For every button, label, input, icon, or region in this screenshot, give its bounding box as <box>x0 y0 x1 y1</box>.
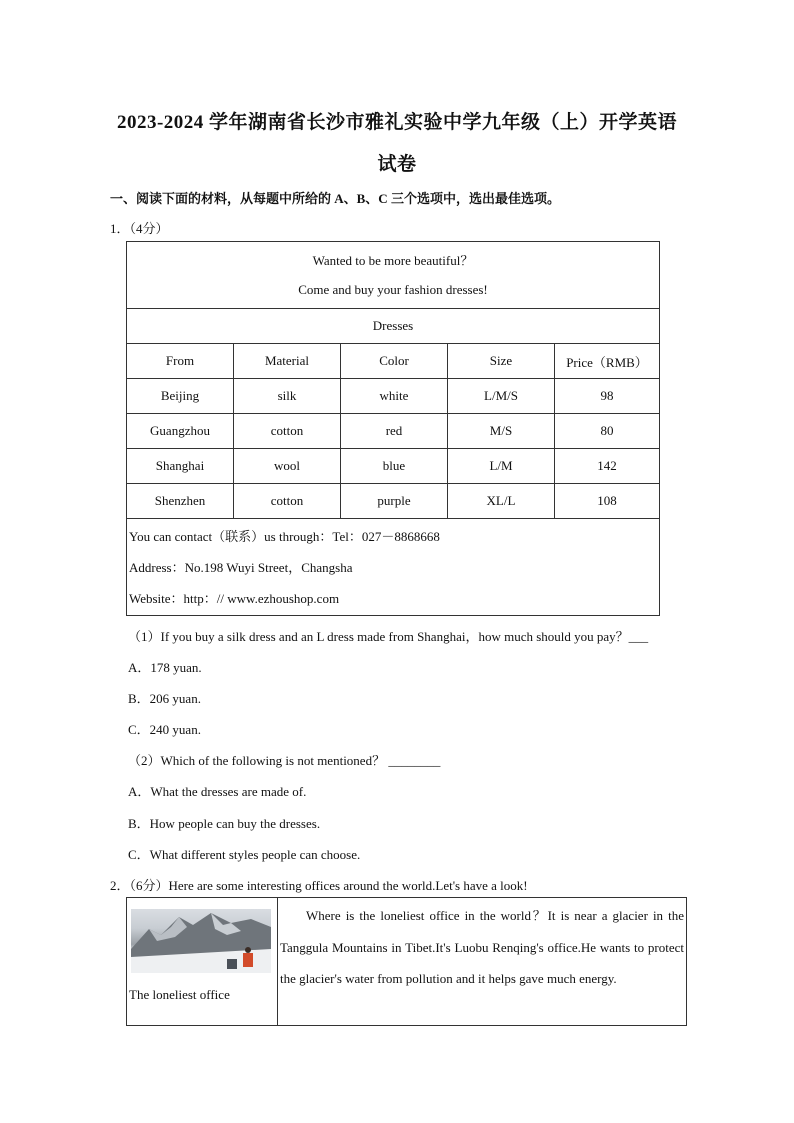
ad-headline-1: Wanted to be more beautiful？ <box>312 253 474 268</box>
column-header-material: Material <box>234 344 341 379</box>
cell-price: 98 <box>555 379 660 414</box>
cell-from: Shanghai <box>127 449 234 484</box>
table-row <box>127 379 660 414</box>
cell-material: wool <box>234 449 341 484</box>
cell-size: L/M <box>448 449 555 484</box>
q1-1-option-c: C．240 yuan. <box>128 722 201 737</box>
cell-from: Guangzhou <box>127 414 234 449</box>
contact-phone: You can contact（联系）us through：Tel：027－8868668 <box>129 528 440 544</box>
office-description-cell <box>278 898 687 1026</box>
office-photo-cell <box>127 898 278 1026</box>
ad-headline-cell <box>127 242 660 309</box>
dress-advertisement-table <box>126 241 660 616</box>
office-row <box>127 898 687 1026</box>
cell-color: white <box>341 379 448 414</box>
column-header-from: From <box>127 344 234 379</box>
cell-price: 142 <box>555 449 660 484</box>
office-caption: The loneliest office <box>129 987 230 1002</box>
contact-website: Website：http：// www.ezhoushop.com <box>129 590 340 606</box>
ad-headline-2: Come and buy your fashion dresses! <box>298 282 488 297</box>
q1-2-option-a: A．What the dresses are made of. <box>128 784 307 799</box>
office-description: Where is the loneliest office in the world？It is near a glacier in the Tanggula Mountains in Tibet.It's Luobu Renqing's office.He wants to protect the glacier's water from pollution and it helps gave much energy. <box>280 908 684 986</box>
column-header-price: Price（RMB） <box>555 344 660 379</box>
q1-1-option-a: A．178 yuan. <box>128 660 202 675</box>
cell-material: silk <box>234 379 341 414</box>
exam-title-line1: 2023-2024 学年湖南省长沙市雅礼实验中学九年级（上）开学英语 <box>116 112 678 133</box>
question-2-intro: 2．（6分）Here are some interesting offices around the world.Let's have a look! <box>110 878 528 893</box>
cell-size: L/M/S <box>448 379 555 414</box>
cell-color: blue <box>341 449 448 484</box>
table-header-row <box>127 344 660 379</box>
cell-from: Beijing <box>127 379 234 414</box>
q1-2-option-c: C．What different styles people can choose. <box>128 847 361 862</box>
contact-info-cell <box>127 519 660 616</box>
dresses-table-title: Dresses <box>127 309 660 344</box>
cell-size: XL/L <box>448 484 555 519</box>
table-row <box>127 449 660 484</box>
cell-size: M/S <box>448 414 555 449</box>
cell-color: purple <box>341 484 448 519</box>
table-row <box>127 484 660 519</box>
cell-from: Shenzhen <box>127 484 234 519</box>
column-header-size: Size <box>448 344 555 379</box>
glacier-office-photo <box>131 909 271 973</box>
question-1-2-stem: （2）Which of the following is not mentioned？ ________ <box>128 753 441 768</box>
cell-price: 80 <box>555 414 660 449</box>
exam-title-line2: 试卷 <box>377 154 417 175</box>
question-1-number: 1．（4分） <box>110 221 169 236</box>
q1-2-option-b: B．How people can buy the dresses. <box>128 816 321 831</box>
cell-price: 108 <box>555 484 660 519</box>
contact-address: Address：No.198 Wuyi Street，Changsha <box>129 559 353 575</box>
q1-1-option-b: B．206 yuan. <box>128 691 201 706</box>
section-heading: 一、阅读下面的材料，从每题中所给的 A、B、C 三个选项中，选出最佳选项。 <box>110 191 560 206</box>
table-row <box>127 414 660 449</box>
column-header-color: Color <box>341 344 448 379</box>
cell-material: cotton <box>234 484 341 519</box>
cell-material: cotton <box>234 414 341 449</box>
question-1-1-stem: （1）If you buy a silk dress and an L dress made from Shanghai，how much should you pay？___ <box>128 629 649 644</box>
cell-color: red <box>341 414 448 449</box>
offices-table <box>126 897 687 1026</box>
